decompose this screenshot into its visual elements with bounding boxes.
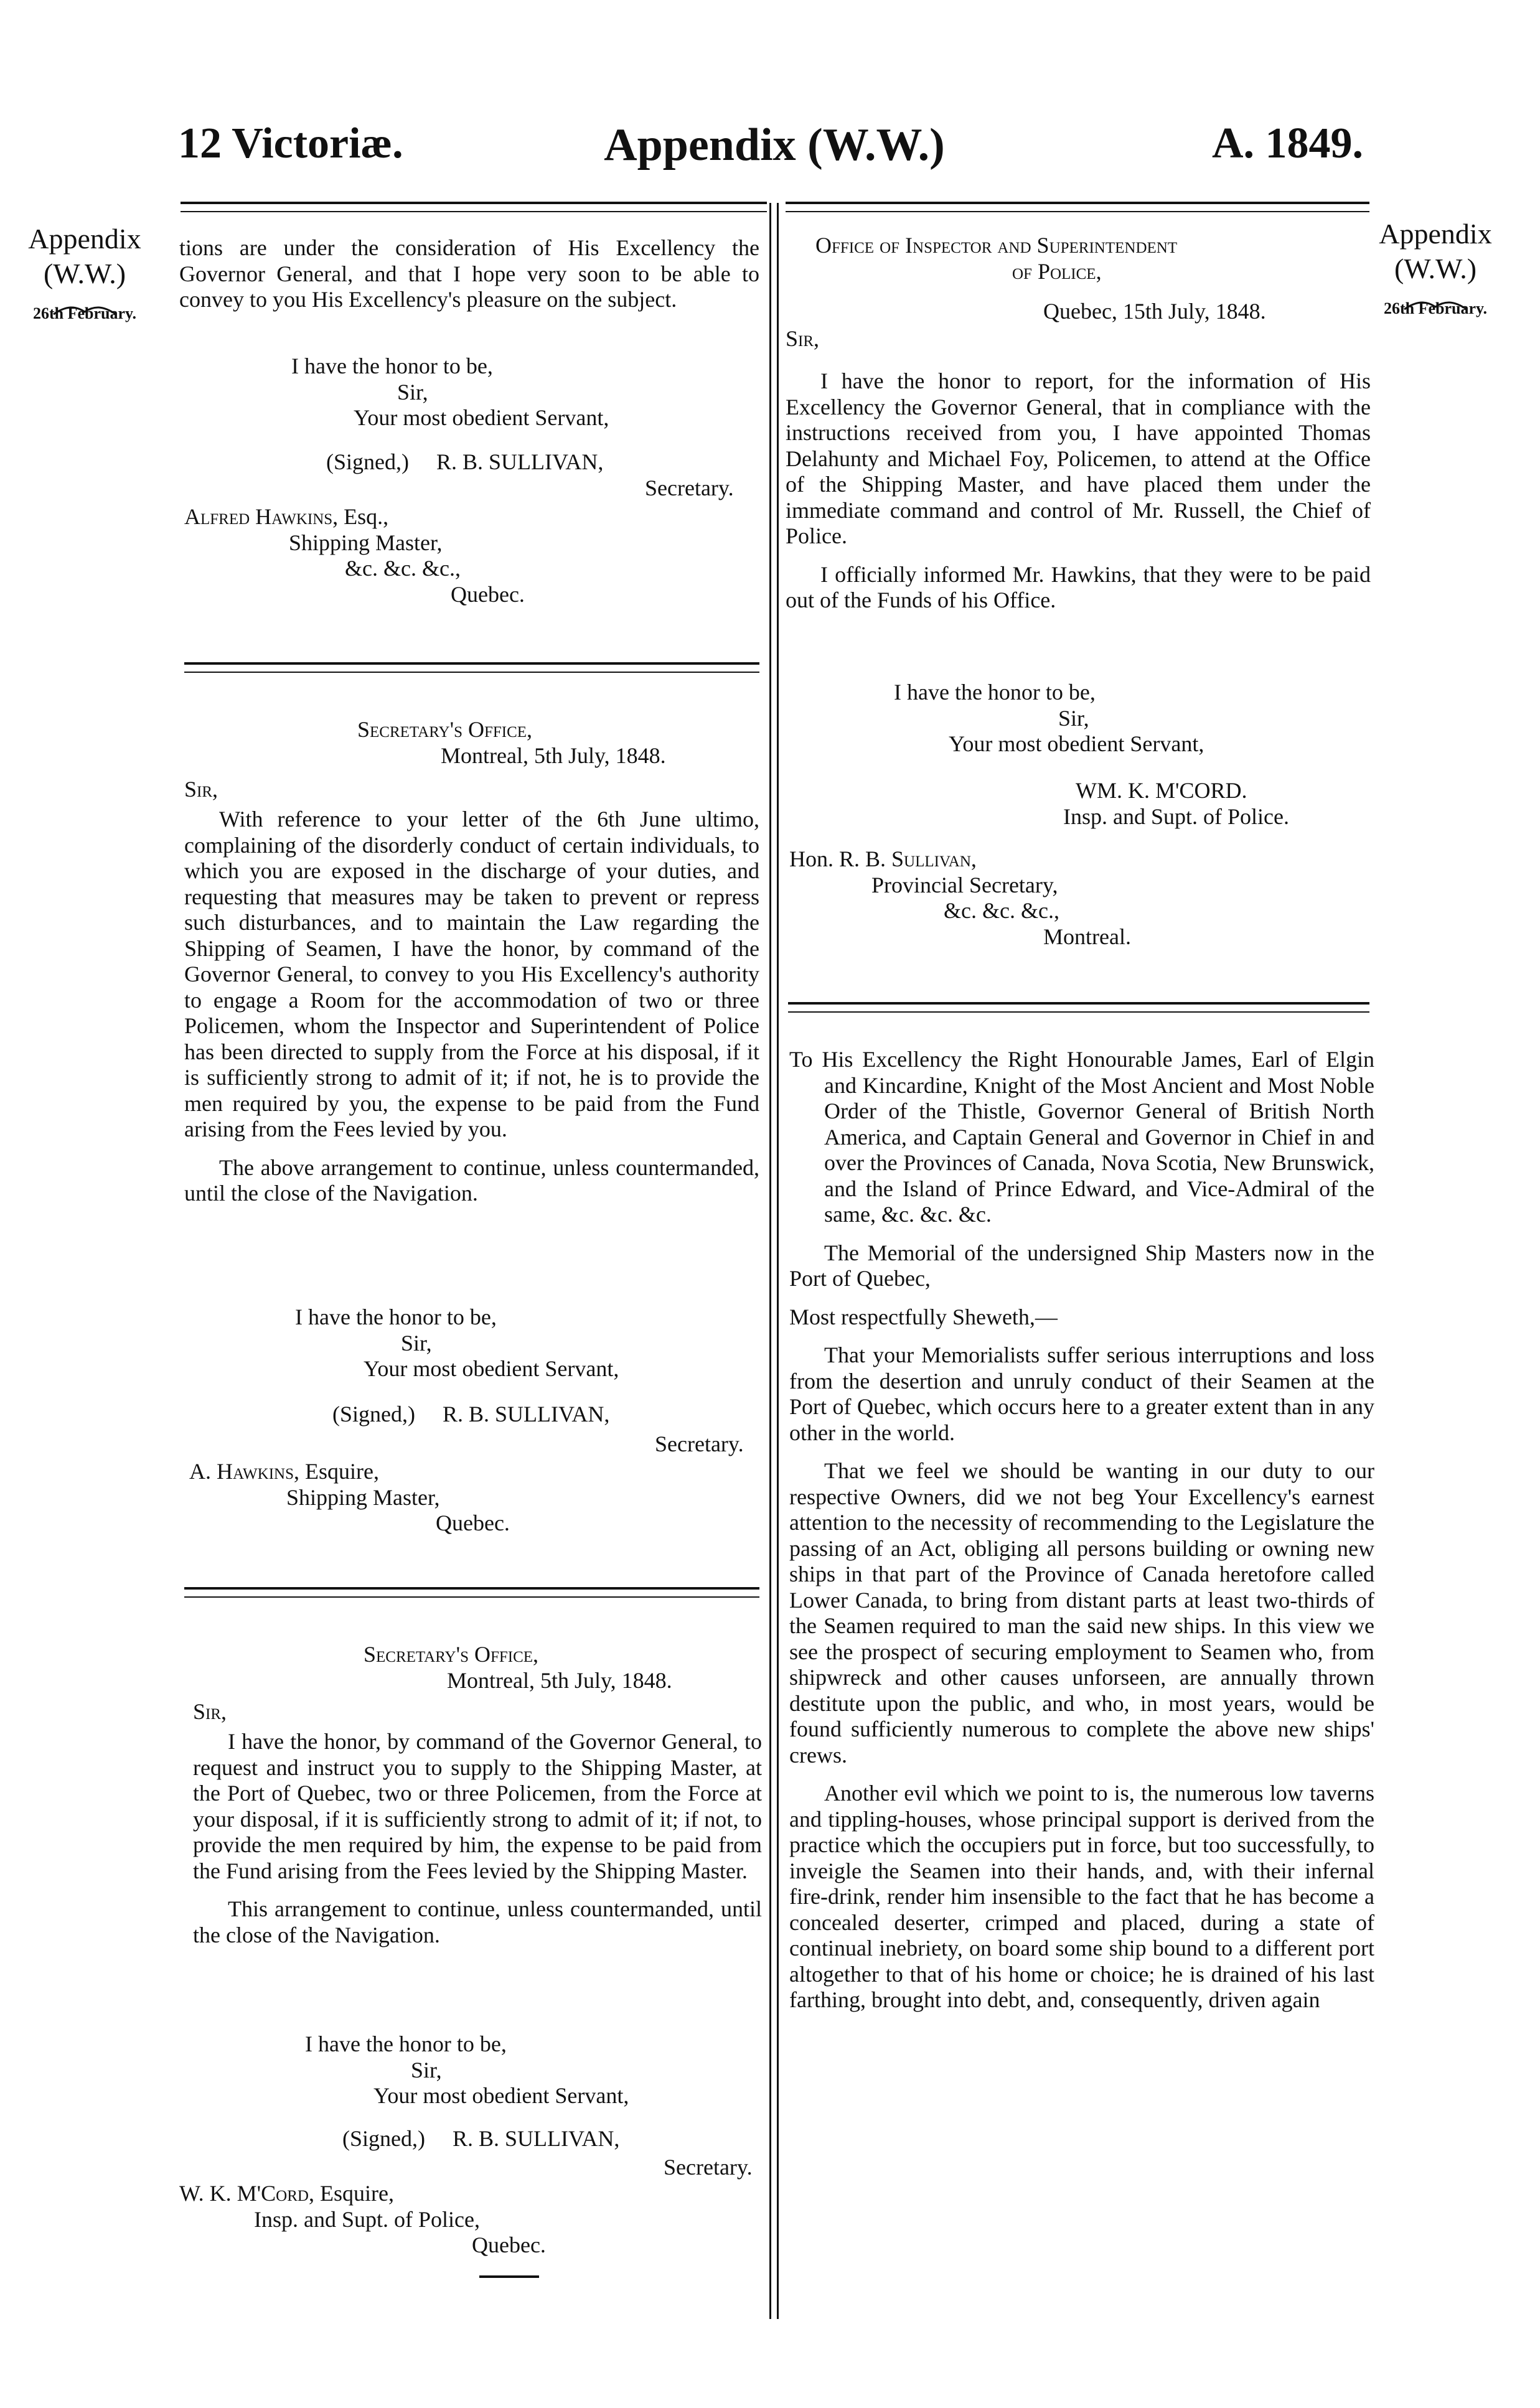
signature-line [332,1402,609,1428]
addressee-name: Sullivan [891,846,971,871]
column-divider [769,203,779,2319]
office-heading: of Police, [1012,259,1102,284]
body-paragraph: With reference to your letter of the 6th June ultimo, complaining of the disorderly conduct of certain individuals, to which you are exposed in the discharge of your duties, and requesting that measures may be taken to prevent or repress such disturbances, and to maintain the Law regarding the Shipping of Seamen, I have the honor, by command of the Governor General, to convey to you His Excellency's authority to engage a Room for the accommodation of two or three Policemen, whom the Inspector and Superintendent of Police has been directed to supply from the Force at his disposal, if it is sufficiently strong to admit of it; if not, he is to provide the men required by you, the expense to be paid from the Fund arising from the Fees levied by you. [184,807,759,1141]
body-paragraph: This arrangement to continue, unless countermanded, until the close of the Navigation. [193,1896,762,1947]
closing-block [291,354,609,431]
margin-note-title: Appendix [28,223,141,255]
closing-line: I have the honor to be, [305,2031,507,2056]
closing-line: I have the honor to be, [894,680,1096,705]
signatory-title: Secretary. [645,476,734,500]
body-paragraph: I officially informed Mr. Hawkins, that they were to be paid out of the Funds of his Office. [786,561,1371,612]
signature-line [326,449,603,476]
addressee-block [179,2181,546,2259]
margin-note-code: (W.W.) [43,258,126,289]
closing-block [305,2031,629,2109]
memorial-paragraph: Another evil which we point to is, the numerous low taverns and tippling-houses, whose principal support is derived from the practice which the occupiers put in force, but too successfully, to inveigle the Seamen into their hands, and, with their infernal fire-drink, render him insensible to the fact that he has become a concealed deserter, crimped and placed, during a state of continual inebriety, on board some ship bound to a different port altogether to that of his home or choice; he is drained of his last farthing, brought into debt, and, consequently, driven again [789,1781,1374,2012]
memorial-paragraph: That your Memorialists suffer serious interruptions and loss from the desertion and unruly conduct of their Seamen at the Port of Quebec, which occurs here to a greater extent than in any other in the world. [789,1342,1374,1445]
letter-body [193,1729,762,1948]
addressee-prefix: Hon. R. B. [789,846,892,871]
signatory-name: R. B. SULLIVAN, [452,2126,620,2151]
closing-line: Your most obedient Servant, [949,731,1204,756]
salutation: Sir, [184,777,218,802]
addressee-suffix: , Esq., [332,504,389,529]
continuation-paragraph [179,235,759,313]
margin-note-left [22,222,147,322]
addressee-line: Shipping Master, [289,530,443,555]
addressee-line: &c. &c. &c., [944,898,1059,923]
body-text: tions are under the consideration of His Excellency the Governor General, and that I hope very soon to be able to convey to you His Excellency's pleasure on the subject. [179,235,759,312]
closing-line: Sir, [397,379,428,405]
signatory-name: WM. K. M'CORD. [1076,778,1247,803]
addressee-line: &c. &c. &c., [345,556,461,581]
section-divider [184,662,759,673]
addressee-line: Quebec. [436,1511,510,1535]
office-heading: Secretary's Office, [357,717,533,742]
letter-body [184,807,759,1207]
memorial-intro: The Memorial of the undersigned Ship Masters now in the Port of Quebec, [789,1240,1374,1291]
addressee-line: Shipping Master, [286,1484,440,1510]
running-header-left: 12 Victoriæ. [178,119,403,167]
addressee-suffix: , Esquire, [293,1459,379,1484]
end-mark [479,2275,539,2278]
addressee-name: A. Hawkins [189,1459,294,1484]
section-divider [184,1587,759,1598]
signatory-title: Insp. and Supt. of Police. [1063,804,1289,829]
running-header-right: A. 1849. [1211,119,1363,167]
body-paragraph: I have the honor to report, for the information of His Excellency the Governor General, that in compliance with the instructions received from you, I have appointed Thomas Delahunty and Michael Foy, Policemen, to attend at the Office of the Shipping Master, and have placed them under the immediate command and control of Mr. Russell, the Chief of Police. [786,368,1371,548]
closing-line: Your most obedient Servant, [364,1356,619,1381]
section-divider [788,1002,1369,1013]
office-heading: Office of Inspector and Superintendent [815,233,1178,258]
addressee-suffix: , [970,846,977,871]
signed-label: (Signed,) [332,1402,415,1427]
addressee-line: Quebec. [451,581,525,607]
body-paragraph: I have the honor, by command of the Governor General, to request and instruct you to supply to the Shipping Master, at the Port of Quebec, two or three Policemen, from the Force at your disposal, if it is sufficiently strong to admit of it; if not, to provide the men required by him, the expense to be paid from the Fund arising from the Fees levied by the Shipping Master. [193,1729,762,1883]
addressee-suffix: , Esquire, [308,2181,394,2206]
salutation: Sir, [193,1699,227,1724]
addressee-block [789,846,1131,950]
addressee-line: Provincial Secretary, [871,872,1058,897]
running-header-title: Appendix (W.W.) [604,119,945,171]
memorial [789,1047,1374,2013]
header-rule-right [786,202,1369,212]
addressee-line: Montreal. [1043,924,1131,949]
memorial-paragraph: That we feel we should be wanting in our duty to our respective Owners, did we not beg Your Excellency's earnest attention to the necessity of recommending to the Legislature the passing of an Act, obliging all persons building or owning new ships in that part of the Province of Canada heretofore called Lower Canada, to bring from distant parts at least two-thirds of the Seamen required to man the said new ships. In this view we see the prospect of securing employment to Seamen who, from shipwreck and other causes unforseen, are annually thrown destitute upon the public, and who, in most years, would be found sufficiently numerous to complete the above new ships' crews. [789,1458,1374,1768]
margin-note-code: (W.W.) [1394,253,1477,284]
header-rule-left [181,202,767,212]
letter-date: Montreal, 5th July, 1848. [447,1668,672,1693]
signatory-name: R. B. SULLIVAN, [436,449,604,474]
signed-label: (Signed,) [326,449,409,474]
office-heading: Secretary's Office, [364,1642,539,1667]
margin-note-right [1373,217,1498,317]
closing-block [295,1305,619,1382]
swash-ornament [22,291,147,305]
addressee-name: W. K. M'Cord [179,2181,309,2206]
memorial-sheweth: Most respectfully Sheweth,— [789,1304,1058,1329]
letter-date: Quebec, 15th July, 1848. [1043,299,1266,324]
signed-label: (Signed,) [342,2126,425,2151]
addressee-block [184,504,525,607]
closing-line: Your most obedient Servant, [354,405,609,430]
swash-ornament [1373,286,1498,300]
signatory-title: Secretary. [655,1431,744,1456]
closing-line: I have the honor to be, [295,1305,497,1329]
margin-note-date: 26th February. [1383,299,1488,317]
letter-body [786,368,1371,614]
body-paragraph: The above arrangement to continue, unless countermanded, until the close of the Navigation. [184,1155,759,1206]
closing-line: Sir, [411,2057,442,2082]
closing-line: Your most obedient Servant, [373,2083,629,2108]
addressee-line: Insp. and Supt. of Police, [254,2206,480,2232]
signatory-title: Secretary. [664,2155,753,2180]
addressee-line: Quebec. [472,2232,546,2257]
signature-line [342,2126,619,2152]
addressee-name: Alfred Hawkins [184,504,333,529]
letter-date: Montreal, 5th July, 1848. [441,743,666,768]
addressee-block [189,1459,510,1537]
margin-note-date: 26th February. [32,304,137,322]
margin-note-title: Appendix [1379,218,1492,250]
signatory-name: R. B. SULLIVAN, [442,1402,610,1427]
closing-line: Sir, [1058,705,1089,731]
closing-line: I have the honor to be, [291,354,493,378]
letter-office [364,1642,538,1668]
closing-line: Sir, [401,1330,432,1356]
closing-block [894,680,1204,757]
salutation: Sir, [786,326,820,351]
letter-office [357,717,532,743]
memorial-address: To His Excellency the Right Honourable James, Earl of Elgin and Kincardine, Knight of the Most Ancient and Most Noble Order of the Thistle, Governor General of British North America, and Captain General and Governor in Chief in and over the Provinces of Canada, Nova Scotia, New Brunswick, and the Island of Prince Edward, and Vice-Admiral of the same, &c. &c. &c. [789,1047,1374,1227]
